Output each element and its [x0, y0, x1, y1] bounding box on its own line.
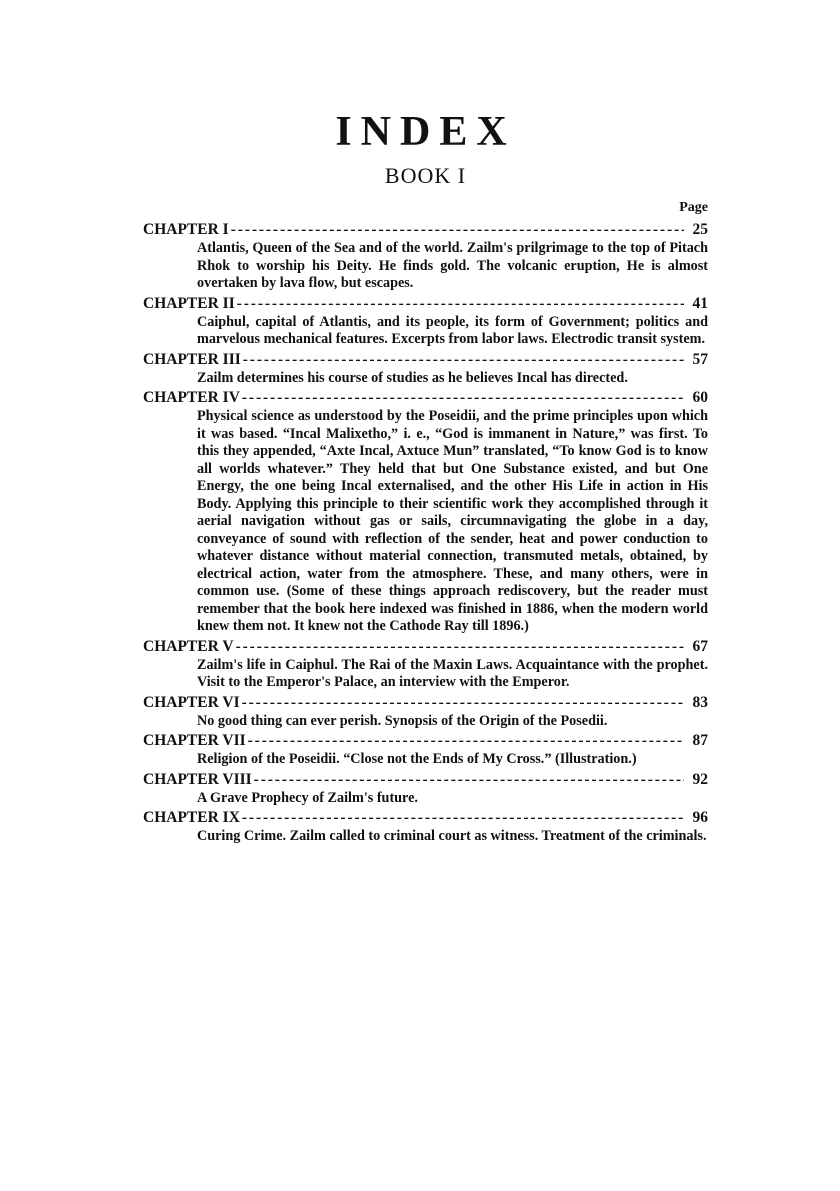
chapter-page-number: 60 [692, 389, 708, 406]
chapter-label: CHAPTER I [143, 221, 229, 238]
chapter-entry-2 [143, 293, 708, 349]
chapter-description: Zailm's life in Caiphul. The Rai of the Maxin Laws. Acquaintance with the prophet. Visit to the Emperor's Palace, an interview with the Emperor. [197, 656, 708, 690]
chapter-row [143, 769, 708, 790]
dot-leader [254, 769, 684, 790]
chapter-row [143, 807, 708, 828]
chapter-entry-8 [143, 769, 708, 808]
page-column-label: Page [679, 200, 708, 215]
page-title: INDEX [335, 109, 516, 155]
dot-leader [242, 387, 684, 408]
chapter-description: Curing Crime. Zailm called to criminal court as witness. Treatment of the criminals. [197, 828, 707, 844]
book-subtitle: BOOK I [384, 163, 467, 188]
chapter-entry-4 [143, 387, 708, 636]
dot-leader [243, 349, 684, 370]
chapter-entry-1 [143, 219, 708, 293]
chapter-label: CHAPTER VII [143, 732, 246, 749]
chapter-entry-6 [143, 692, 708, 731]
chapter-entry-7 [143, 730, 708, 769]
chapter-page-number: 96 [692, 809, 708, 826]
chapter-page-number: 57 [692, 350, 708, 368]
dot-leader [248, 730, 684, 751]
chapter-row [143, 349, 708, 370]
chapter-page-number: 41 [692, 294, 708, 312]
dot-leader [237, 293, 684, 314]
chapter-description: A Grave Prophecy of Zailm's future. [197, 789, 418, 806]
chapter-entry-5 [143, 636, 708, 692]
chapter-row [143, 387, 708, 408]
chapter-page-number: 83 [692, 693, 708, 711]
chapter-label: CHAPTER II [143, 294, 235, 312]
chapter-row [143, 219, 708, 240]
chapter-description: No good thing can ever perish. Synopsis of the Origin of the Posedii. [197, 712, 608, 729]
table-of-contents [143, 219, 708, 846]
chapter-entry-3 [143, 349, 708, 388]
dot-leader [242, 807, 684, 828]
chapter-row [143, 293, 708, 314]
chapter-label: CHAPTER VI [143, 693, 240, 711]
chapter-row [143, 730, 708, 751]
chapter-entry-9 [143, 807, 708, 846]
dot-leader [242, 692, 684, 713]
chapter-description: Zailm determines his course of studies as he believes Incal has directed. [197, 369, 628, 386]
dot-leader [236, 636, 684, 657]
chapter-label: CHAPTER IX [143, 809, 240, 826]
chapter-row [143, 636, 708, 657]
chapter-description: Physical science as understood by the Poseidii, and the prime principles upon which it was based. “Incal Malixetho,” i. e., “God is immanent in Nature,” was first. To this they appended, “Axte Incal, Axtuce Mun” translated, “To know God is to know all worlds whatever.” They held that but One Substance existed, and but One Energy, the one being Incal externalised, and the other His Life in action in His Body. Applying this principle to their scientific work they accomplished through it aerial navigation without gas or sails, circumnavigating the globe in a day, conveyance of sound with reflection of the sender, heat and power conduction to whatever distance without material connection, transmuted metals, obtained, by electrical action, water from the atmosphere. These, and many others, were in common use. (Some of these things approach rediscovery, but the reader must remember that the book here indexed was finished in 1886, when the modern world knew them not. It knew not the Cathode Ray till 1896.) [197, 408, 708, 634]
chapter-label: CHAPTER V [143, 637, 234, 655]
chapter-label: CHAPTER IV [143, 389, 240, 406]
chapter-page-number: 87 [692, 732, 708, 749]
chapter-description: Caiphul, capital of Atlantis, and its people, its form of Government; politics and marvelous mechanical features. Excerpts from labor laws. Electrodic transit system. [197, 313, 708, 347]
chapter-label: CHAPTER III [143, 350, 241, 368]
chapter-row [143, 692, 708, 713]
dot-leader [231, 219, 684, 240]
chapter-page-number: 67 [692, 637, 708, 655]
chapter-description: Atlantis, Queen of the Sea and of the world. Zailm's prilgrimage to the top of Pitach Rhok to worship his Deity. He finds gold. The volcanic eruption, He is almost overtaken by lava flow, but escapes. [197, 240, 708, 291]
chapter-page-number: 92 [692, 770, 708, 788]
chapter-page-number: 25 [692, 221, 708, 238]
chapter-label: CHAPTER VIII [143, 770, 252, 788]
chapter-description: Religion of the Poseidii. “Close not the Ends of My Cross.” (Illustration.) [197, 751, 637, 767]
